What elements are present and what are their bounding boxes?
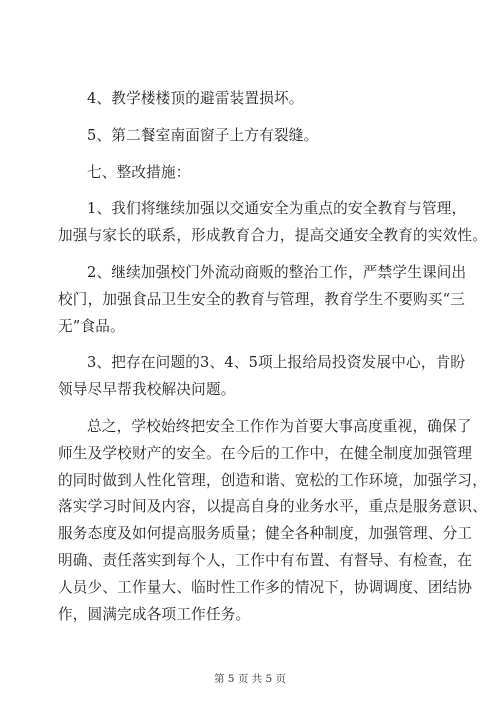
text-line: 总之，学校始终把安全工作作为首要大事高度重视，确保了: [87, 417, 472, 435]
text-line: 校门，加强食品卫生安全的教育与管理，教育学生不要购买“三: [58, 290, 466, 308]
text-line: 明确、责任落实到每个人，工作中有布置、有督导、有检查，在: [58, 551, 473, 569]
page-number-footer: 第 5 页 共 5 页: [213, 673, 287, 685]
document-body: [58, 86, 488, 628]
text-line: 作，圆满完成各项工作任务。: [58, 605, 251, 623]
text-line: 领导尽早帮我校解决问题。: [58, 381, 236, 399]
text-line: 人员少、工作量大、临时性工作多的情况下，协调调度、团结协: [58, 578, 473, 596]
text-line: 1、我们将继续加强以交通安全为重点的安全教育与管理，: [87, 200, 467, 218]
text-line: 服务态度及如何提高服务质量；健全各种制度，加强管理、分工: [58, 525, 473, 543]
text-line: 3、把存在问题的3、4、5项上报给局投资发展中心，肯盼: [87, 354, 466, 372]
text-line: 4、教学楼楼顶的避雷装置损坏。: [87, 90, 304, 107]
text-line: 师生及学校财产的安全。在今后的工作中，在健全制度加强管理: [58, 444, 473, 462]
text-line: 加强与家长的联系，形成教育合力，提高交通安全教育的实效性。: [58, 227, 488, 245]
text-line: 5、第二餐室南面窗子上方有裂缝。: [87, 126, 319, 144]
text-line: 的同时做到人性化管理，创造和谐、宽松的工作环境，加强学习，: [58, 471, 488, 489]
text-line: 无”食品。: [58, 317, 125, 335]
text-line: 落实学习时间及内容，以提高自身的业务水平，重点是服务意识、: [58, 498, 488, 516]
text-line: 2、继续加强校门外流动商贩的整治工作，严禁学生课间出: [87, 263, 467, 281]
section-heading: 七、整改措施：: [87, 163, 191, 181]
